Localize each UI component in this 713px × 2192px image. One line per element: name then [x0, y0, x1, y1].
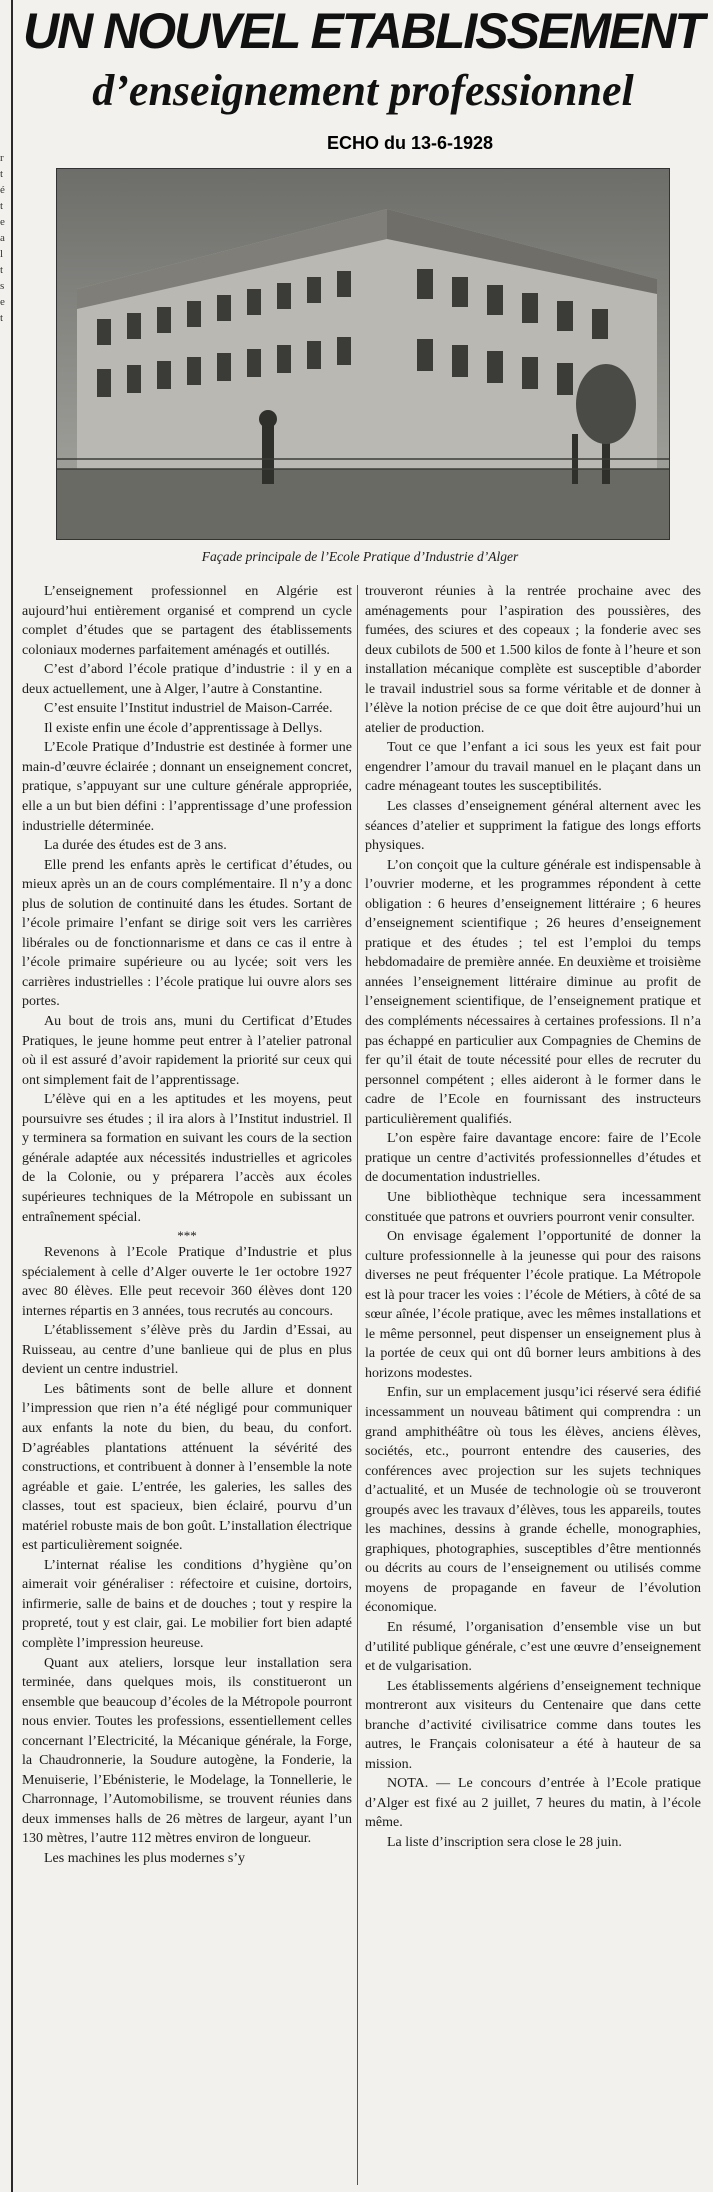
article-paragraph: Quant aux ateliers, lorsque leur installation sera terminée, dans quelques mois, ils constitueront un ensemble que beaucoup d’écoles de la Métropole pourront nous envier. Toutes les professions, essentiellement celles concernant l’Electricité, la Mécanique générale, la Forge, la Chaudronnerie, la Soudure autogène, la Fonderie, la Menuiserie, l’Ebénisterie, le Modelage, la Tonnellerie, le Charronnage, l’Automobilisme, se trouvent réunies dans deux immenses halls de 26 mètres de largeur, ayant l’un 130 mètres, l’autre 112 mètres environ de longueur. — [22, 1655, 352, 1847]
article-paragraph: En résumé, l’organisation d’ensemble vise un but d’utilité publique générale, c’est une œuvre d’enseignement et de vulgarisation. — [365, 1619, 701, 1675]
article-paragraph: L’internat réalise les conditions d’hygiène qu’on aimerait voir généraliser : réfectoire et cuisine, dortoirs, infirmerie, salle de bains et de douches ; tout y respire la propreté, tout y est clair, gai. Le mobilier fort bien adapté complète l’impression heureuse. — [22, 1557, 352, 1651]
article-paragraph: La durée des études est de 3 ans. — [44, 838, 227, 854]
column-divider — [357, 585, 358, 2185]
school-facade-photo — [56, 168, 670, 540]
headline-line-2: d’enseignement professionnel — [92, 66, 634, 115]
article-paragraph: L’enseignement professionnel en Algérie est aujourd’hui entièrement organisé et comprend un cycle complet d’études que se partagent des établissements coloniaux modernes parfaitement aménagés et outillés. — [22, 584, 352, 658]
section-separator: *** — [177, 1228, 197, 1244]
article-paragraph: Revenons à l’Ecole Pratique d’Industrie et plus spécialement à celle d’Alger ouverte le 1er octobre 1927 avec 80 élèves. Elle peut recevoir 360 élèves dont 120 internes répartis en 3 années, tous recrutés au concours. — [22, 1245, 352, 1319]
column-rule-left — [11, 0, 13, 2192]
article-column-right — [365, 582, 701, 2187]
margin-letter: e — [0, 296, 5, 308]
article-paragraph: La liste d’inscription sera close le 28 juin. — [387, 1835, 622, 1850]
margin-letter: t — [0, 264, 4, 276]
nota-paragraph: NOTA. — Le concours d’entrée à l’Ecole pratique d’Alger est fixé au 2 juillet, 7 heures du matin, à l’école même. — [365, 1776, 701, 1831]
margin-letter: é — [0, 184, 5, 196]
source-date: ECHO du 13-6-1928 — [326, 133, 494, 153]
article-paragraph: Elle prend les enfants après le certificat d’études, ou mieux après un an de cours complémentaire. Il n’y a donc plus de solution de continuité dans les études. Sortant de l’école primaire l’enfant se dirige soit vers les carrières libérales ou de fonctionnarisme et dans ce cas il entre à l’école primaire supérieure ou au lycée; soit vers les carrières industrielles : l’école pratique lui ouvre alors ses portes. — [22, 857, 352, 1010]
margin-letter: e — [0, 216, 5, 228]
article-paragraph: Les classes d’enseignement général alternent avec les séances d’atelier et suppriment la fatigue des longs efforts physiques. — [365, 799, 701, 854]
margin-letter: s — [0, 280, 5, 292]
margin-letter: t — [0, 168, 4, 180]
margin-letter: t — [0, 200, 4, 212]
article-paragraph: L’on espère faire davantage encore: faire de l’Ecole pratique un centre d’activités professionnelles d’études et de documentation industrielles. — [365, 1131, 701, 1186]
building-illustration — [57, 169, 669, 539]
margin-letter: r — [0, 152, 4, 164]
margin-letter: l — [0, 248, 4, 260]
article-paragraph: trouveront réunies à la rentrée prochaine avec des aménagements pour l’aspiration des poussières, des fumées, des sciures et des copeaux ; la fonderie avec ses deux cubilots de 500 et 1.500 kilos de fonte à l’heure et son installation mécanique complète est susceptible d’aborder le travail industriel sous sa forme véritable et de donner à l’élève la notion précise de ce que doit être aujourd’hui un atelier de production. — [365, 584, 701, 736]
article-column-left — [22, 582, 352, 2187]
margin-letter: t — [0, 312, 4, 324]
article-paragraph: Tout ce que l’enfant a ici sous les yeux est fait pour engendrer l’amour du travail manuel en le plaçant dans un cadre ménageant toutes les susceptibilités. — [365, 740, 701, 795]
adjacent-column-fragment — [0, 150, 9, 326]
article-paragraph: L’on conçoit que la culture générale est indispensable à l’ouvrier moderne, et les programmes répondent à cette obligation : 6 heures d’enseignement littéraire ; 6 heures d’enseignement scientifique ; 26 heures d’enseignement pratique et des études ; tel est l’emploi du temps hebdomadaire de première année. En deuxième et troisième années l’enseignement littéraire diminue au profit de l’enseignement scientifique, de l’enseignement pratique et des compléments nécessaires à certaines professions. Il n’a pas échappé en particulier aux Compagnies de Chemins de fer qu’il était de toute nécessité pour elles de recruter du personnel compétent ; elles aideront à le former dans le cadre de l’Ecole en fournissant des instructeurs particulièrement qualifiés. — [365, 857, 701, 1127]
article-paragraph: Enfin, sur un emplacement jusqu’ici réservé sera édifié incessamment un nouveau bâtiment qui comprendra : un grand amphithéâtre où tous les élèves, anciens élèves, sociétés, etc., pourront entendre des causeries, des conférences avec projection sur les sujets techniques d’actualité, et un Musée de technologie où se trouveront groupés avec les travaux d’élèves, tous les appareils, toutes les machines, dessins à grande échelle, monographies, graphiques, photographies, susceptibles d’être mentionnés ou décrits au cours de l’enseignement ou utilisés comme moyens de propagande en faveur de l’évolution économique. — [365, 1385, 701, 1616]
article-paragraph: Il existe enfin une école d’apprentissage à Dellys. — [44, 720, 323, 736]
article-paragraph: L’établissement s’élève près du Jardin d’Essai, au Ruisseau, au centre d’une banlieue qui de plus en plus devient un centre industriel. — [22, 1323, 352, 1378]
photo-caption: Façade principale de l’Ecole Pratique d’Industrie d’Alger — [201, 549, 519, 564]
margin-letter: a — [0, 232, 5, 244]
article-paragraph: Les machines les plus modernes s’y — [44, 1851, 246, 1866]
headline-line-1: UN NOUVEL ETABLISSEMENT — [23, 3, 703, 59]
article-paragraph: Les établissements algériens d’enseignement technique montreront aux visiteurs du Centenaire que dans cette branche d’activité civilisatrice comme dans toutes les autres, le Français colonisateur a été à hauteur de sa mission. — [365, 1678, 701, 1772]
article-paragraph: L’Ecole Pratique d’Industrie est destinée à former une main-d’œuvre éclairée ; donnant un enseignement concret, pratique, s’appuyant sur une culture générale appropriée, elle a un but bien défini : l’apprentissage d’une profession industrielle déterminée. — [22, 740, 352, 834]
article-paragraph: C’est d’abord l’école pratique d’industrie : il y en a deux actuellement, une à Alger, l’autre à Constantine. — [22, 662, 352, 697]
article-paragraph: On envisage également l’opportunité de donner la culture professionnelle à la jeunesse qui pour des raisons diverses ne peut fréquenter l’école pratique. La Métropole est là pour tracer les voies : l’école de Métiers, à côté de sa sœur aînée, l’école pratique, avec les mêmes installations et le même personnel, peut dispenser un enseignement plus à la portée de ceux qui ont dû borner leurs ambitions à des horizons modestes. — [365, 1229, 701, 1381]
article-paragraph: L’élève qui en a les aptitudes et les moyens, peut poursuivre ses études ; il ira alors à l’Institut industriel. Il y terminera sa formation en suivant les cours de la section générale adaptée aux nécessités industrielles et agricoles de la Colonie, ou y préparera l’accès aux écoles supérieures techniques de la Métropole en subissant un entraînement spécial. — [22, 1092, 352, 1225]
article-paragraph: Les bâtiments sont de belle allure et donnent l’impression que rien n’a été négligé pour communiquer aux enfants la note du bien, du beau, du confort. D’agréables plantations atténuent la sévérité des constructions, et contribuent à donner à l’ensemble la note agréable et gaie. L’entrée, les galeries, les salles des classes, tout est spacieux, bien éclairé, pourvu d’un matériel robuste mais de bon goût. L’installation électrique est particulièrement soignée. — [22, 1381, 352, 1554]
article-paragraph: Une bibliothèque technique sera incessamment constituée que patrons et ouvriers pourront venir consulter. — [365, 1189, 701, 1225]
article-paragraph: C’est ensuite l’Institut industriel de Maison-Carrée. — [44, 701, 333, 717]
article-paragraph: Au bout de trois ans, muni du Certificat d’Etudes Pratiques, le jeune homme peut entrer à l’atelier patronal où il est assuré d’avoir rapidement la priorité sur ceux qui ont simplement fait de l’apprentissage. — [22, 1014, 352, 1088]
